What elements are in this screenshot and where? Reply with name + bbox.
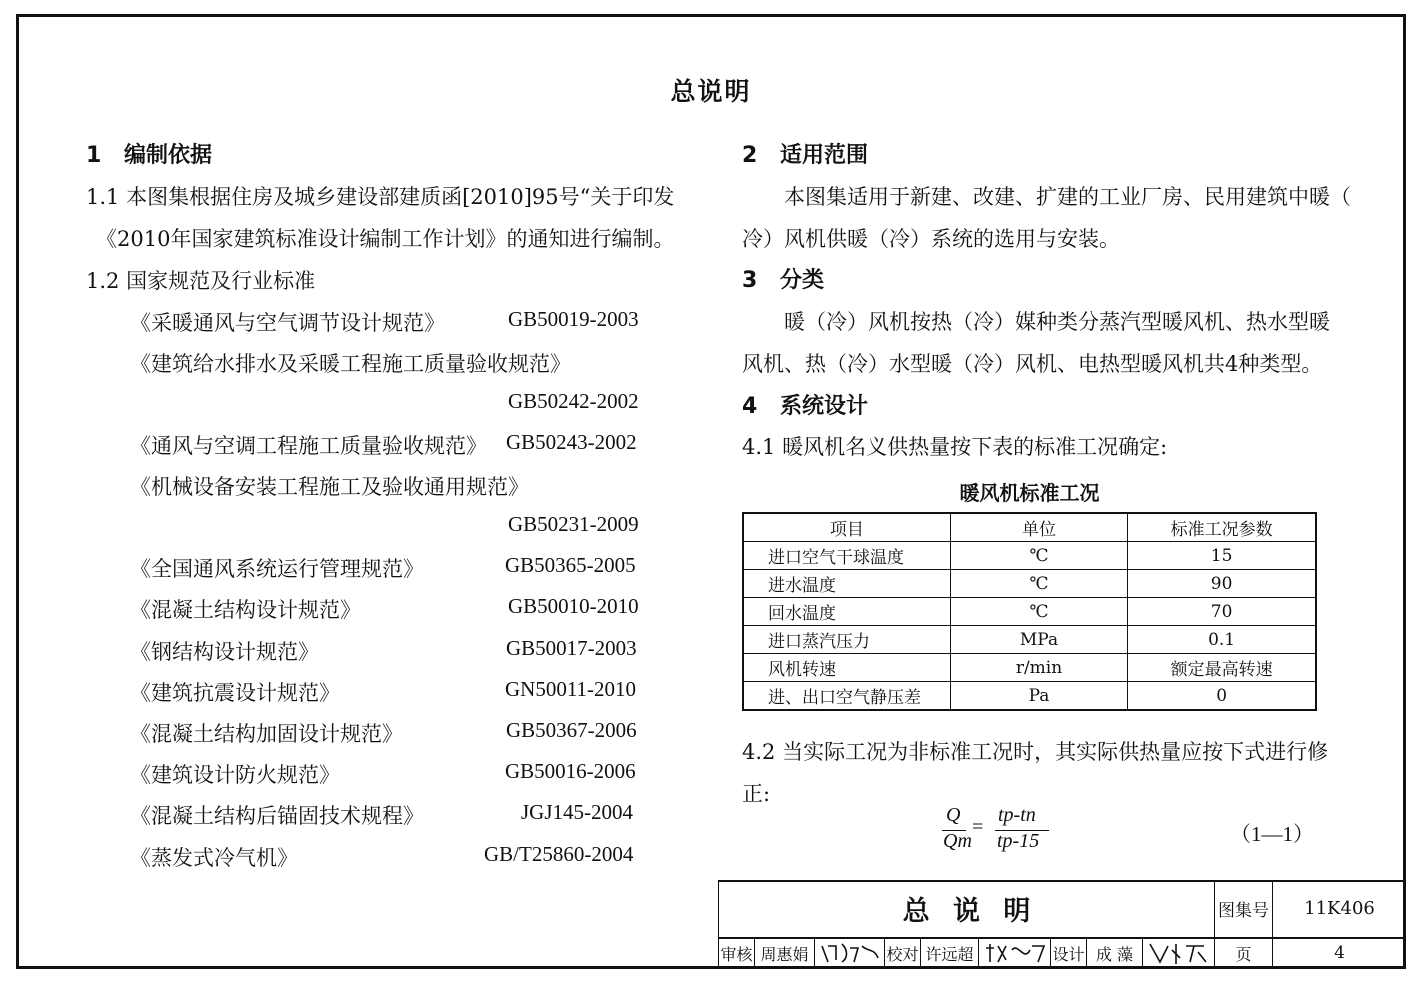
section-title: 适用范围 [780, 143, 869, 168]
checker-signature [978, 937, 1050, 969]
standard-name: 《钢结构设计规范》 [130, 640, 319, 664]
standard-code: GB50367-2006 [506, 718, 637, 742]
table-cell: 额定最高转速 [1128, 654, 1316, 682]
table-cell: MPa [950, 626, 1127, 654]
standard-code: GB50017-2003 [506, 636, 637, 660]
signature-mark [1146, 940, 1212, 966]
table-cell: 进水温度 [743, 570, 950, 598]
table-header: 标准工况参数 [1128, 513, 1316, 542]
table-header: 单位 [950, 513, 1127, 542]
standard-name: 《全国通风系统运行管理规范》 [130, 557, 424, 581]
section-number: 1 [86, 143, 102, 168]
page-number: 4 [1272, 937, 1406, 969]
atlas-number: 11K406 [1272, 880, 1406, 937]
standard-name: 《建筑抗震设计规范》 [130, 681, 340, 705]
reviewer-signature [814, 937, 884, 969]
section-title: 系统设计 [780, 394, 869, 419]
standard-code: GB50365-2005 [505, 553, 636, 577]
table-cell: 回水温度 [743, 598, 950, 626]
standard-code: GB/T25860-2004 [484, 842, 634, 866]
table-row [743, 654, 1316, 682]
standard-name: 《采暖通风与空气调节设计规范》 [130, 311, 445, 335]
section-3-heading [742, 263, 824, 294]
review-label: 审核 [718, 937, 754, 969]
section-2-text-line1: 本图集适用于新建、改建、扩建的工业厂房、民用建筑中暖（ [784, 185, 1351, 209]
table-cell: 进口蒸汽压力 [743, 626, 950, 654]
formula-number: （1—1） [1230, 822, 1314, 846]
section-title: 分类 [780, 268, 825, 293]
standard-name: 《混凝土结构设计规范》 [130, 598, 361, 622]
standard-name: 《建筑给水排水及采暖工程施工质量验收规范》 [130, 352, 571, 376]
table-cell: ℃ [950, 542, 1127, 570]
section-1-heading [86, 138, 212, 169]
table-cell: 15 [1128, 542, 1316, 570]
table-cell: 0.1 [1128, 626, 1316, 654]
signature-mark [982, 940, 1048, 966]
designer-signature [1142, 937, 1214, 969]
standard-name: 《混凝土结构后锚固技术规程》 [130, 804, 424, 828]
standard-code: GB50019-2003 [508, 307, 639, 331]
section-number: 2 [742, 143, 758, 168]
formula-rhs-denominator: tp-15 [997, 830, 1040, 852]
para-1-2: 1.2 国家规范及行业标准 [86, 269, 316, 293]
standard-conditions-table [742, 512, 1317, 711]
designer-name: 成 藻 [1086, 937, 1142, 969]
para-4-2-line1: 4.2 当实际工况为非标准工况时，其实际供热量应按下式进行修 [742, 740, 1329, 764]
para-4-2-line2: 正: [742, 782, 771, 806]
formula-lhs-numerator: Q [946, 804, 961, 826]
table-cell: 90 [1128, 570, 1316, 598]
table-cell: ℃ [950, 598, 1127, 626]
standard-code: GB50231-2009 [508, 512, 639, 536]
table-header: 项目 [743, 513, 950, 542]
standard-code: GB50242-2002 [508, 389, 639, 413]
check-label: 校对 [884, 937, 920, 969]
table-title: 暖风机标准工况 [959, 481, 1100, 505]
section-3-text-line2: 风机、热（冷）水型暖（冷）风机、电热型暖风机共4种类型。 [742, 352, 1323, 376]
formula-equals: = [972, 816, 984, 838]
section-4-heading [742, 389, 868, 420]
table-cell: r/min [950, 654, 1127, 682]
table-row [743, 682, 1316, 711]
para-1-1-line2: 《2010年国家建筑标准设计编制工作计划》的通知进行编制。 [96, 227, 675, 251]
para-4-1: 4.1 暖风机名义供热量按下表的标准工况确定: [742, 435, 1168, 459]
title-block-title: 总 说 明 [718, 880, 1214, 937]
standard-name: 《机械设备安装工程施工及验收通用规范》 [130, 475, 529, 499]
table-cell: 进、出口空气静压差 [743, 682, 950, 711]
signature-mark [818, 940, 882, 966]
table-cell: ℃ [950, 570, 1127, 598]
page-label: 页 [1214, 937, 1272, 969]
standard-name: 《混凝土结构加固设计规范》 [130, 722, 403, 746]
table-row [743, 626, 1316, 654]
standard-name: 《通风与空调工程施工质量验收规范》 [130, 434, 487, 458]
page-title: 总说明 [670, 77, 752, 106]
standard-code: GN50011-2010 [505, 677, 637, 701]
section-2-heading [742, 138, 868, 169]
atlas-number-label: 图集号 [1214, 880, 1272, 937]
title-block [718, 880, 1406, 969]
table-row [743, 542, 1316, 570]
table-cell: 风机转速 [743, 654, 950, 682]
standard-name: 《建筑设计防火规范》 [130, 763, 340, 787]
table-row [743, 598, 1316, 626]
standard-code: GB50010-2010 [508, 594, 639, 618]
reviewer-name: 周惠娟 [754, 937, 814, 969]
standard-code: GB50016-2006 [505, 759, 636, 783]
standard-code: GB50243-2002 [506, 430, 637, 454]
formula-lhs-denominator: Qm [943, 830, 972, 852]
checker-name: 许远超 [920, 937, 978, 969]
table-cell: 进口空气干球温度 [743, 542, 950, 570]
table-cell: 70 [1128, 598, 1316, 626]
section-title: 编制依据 [124, 143, 213, 168]
section-number: 4 [742, 394, 758, 419]
design-label: 设计 [1050, 937, 1086, 969]
section-number: 3 [742, 268, 758, 293]
standard-name: 《蒸发式冷气机》 [130, 846, 298, 870]
standard-code: JGJ145-2004 [521, 800, 634, 824]
section-3-text-line1: 暖（冷）风机按热（冷）媒种类分蒸汽型暖风机、热水型暖 [784, 310, 1330, 334]
formula-rhs-numerator: tp-tn [998, 804, 1036, 826]
table-cell: Pa [950, 682, 1127, 711]
para-1-1-line1: 1.1 本图集根据住房及城乡建设部建质函[2010]95号“关于印发 [86, 185, 675, 209]
table-row [743, 570, 1316, 598]
section-2-text-line2: 冷）风机供暖（冷）系统的选用与安装。 [742, 227, 1120, 251]
table-cell: 0 [1128, 682, 1316, 711]
table-header-row [743, 513, 1316, 542]
